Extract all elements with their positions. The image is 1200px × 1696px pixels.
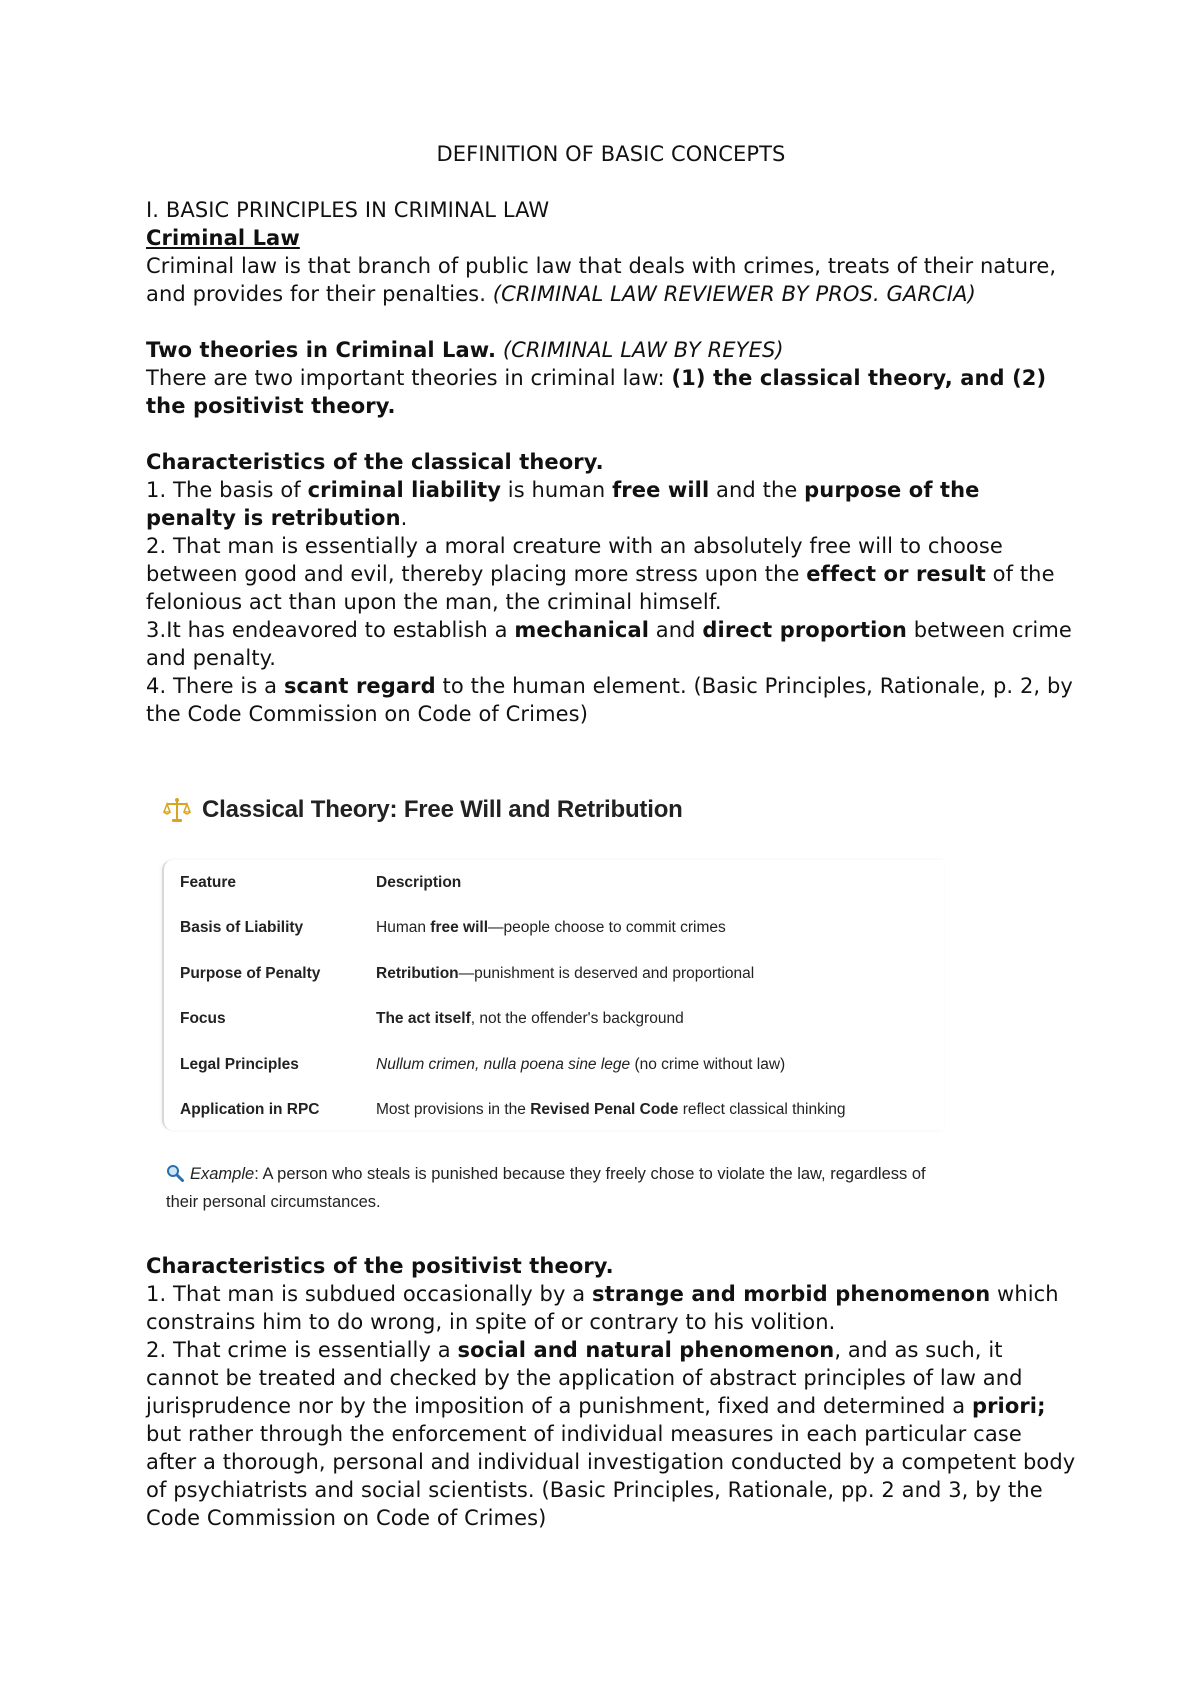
table-row	[180, 951, 936, 997]
embedded-screenshot	[162, 790, 962, 1230]
text-span: but rather through the enforcement of individual measures in each particular case after a thorough, personal and individual investigation conducted by a competent body of psychiatrists and social scientists. (Basic Principles, Rationale, pp. 2 and 3, by the Code Commission on Code of Crimes)	[146, 1422, 1076, 1530]
positivist-heading: Characteristics of the positivist theory.	[146, 1254, 614, 1278]
description-cell	[376, 906, 936, 952]
bold-span: The act itself	[376, 1010, 471, 1028]
italic-span: Nullum crimen, nulla poena sine lege	[376, 1055, 631, 1073]
bold-span: purpose of the penalty is retribution	[146, 478, 980, 530]
description-cell	[376, 997, 936, 1043]
table-row	[180, 906, 936, 952]
table-row	[180, 1042, 936, 1088]
feature-table-card	[162, 860, 944, 1130]
text-span: Human	[376, 919, 431, 937]
bold-span: mechanical	[514, 618, 650, 642]
text-span: 1. The basis of	[146, 478, 308, 502]
feature-cell: Application in RPC	[180, 1101, 320, 1119]
text-span: which constrains him to do wrong, in spite of or contrary to his volition.	[146, 1282, 1059, 1334]
section-heading: I. BASIC PRINCIPLES IN CRIMINAL LAW	[146, 198, 550, 222]
table-row	[180, 1088, 936, 1134]
text-span: (no crime without law)	[630, 1055, 786, 1073]
feature-cell: Purpose of Penalty	[180, 964, 321, 982]
bold-span: Revised Penal Code	[530, 1101, 679, 1119]
text-span: 2. That crime is essentially a	[146, 1338, 458, 1362]
document-title: DEFINITION OF BASIC CONCEPTS	[436, 142, 786, 166]
bold-span: effect or result	[806, 562, 986, 586]
bold-span: social and natural phenomenon	[457, 1338, 835, 1362]
definition-citation: (CRIMINAL LAW REVIEWER BY PROS. GARCIA)	[492, 282, 976, 306]
feature-cell: Focus	[180, 1010, 226, 1028]
description-cell	[376, 1088, 936, 1134]
column-header-description: Description	[376, 873, 462, 891]
document-body-top	[146, 140, 1076, 728]
magnifier-icon	[166, 1164, 184, 1182]
classical-heading: Characteristics of the classical theory.	[146, 450, 604, 474]
text-span: 2. That man is essentially a moral creature with an absolutely free will to choose between good and evil, thereby placing more stress upon the	[146, 534, 1003, 586]
embed-title	[162, 790, 683, 830]
spacer	[146, 420, 1076, 448]
bold-span: free will	[430, 919, 488, 937]
positivist-item-2	[146, 1336, 1076, 1532]
classical-item-3	[146, 616, 1076, 672]
table-row	[180, 997, 936, 1043]
bold-span: strange and morbid phenomenon	[592, 1282, 991, 1306]
example-note	[166, 1160, 956, 1216]
example-label: Example	[190, 1165, 255, 1183]
feature-table	[180, 860, 936, 1133]
bold-span: direct proportion	[702, 618, 907, 642]
text-span: Most provisions in the	[376, 1101, 531, 1119]
two-theories-intro	[146, 364, 1076, 420]
two-theories-list: (1) the classical theory, and (2) the positivist theory.	[146, 366, 1047, 418]
positivist-item-1	[146, 1280, 1076, 1336]
bold-span: criminal liability	[307, 478, 501, 502]
text-span: is human	[501, 478, 613, 502]
description-cell	[376, 1042, 936, 1088]
classical-item-4	[146, 672, 1076, 728]
embed-title-text: Classical Theory: Free Will and Retribution	[202, 796, 683, 823]
text-span: 3.It has endeavored to establish a	[146, 618, 515, 642]
scales-icon	[162, 795, 192, 825]
text-span: to the human element. (Basic Principles, Rationale, p. 2, by the Code Commission on Code of Crimes)	[146, 674, 1073, 726]
two-theories-heading	[146, 336, 1076, 364]
description-cell	[376, 951, 936, 997]
criminal-law-definition	[146, 252, 1076, 308]
feature-cell: Basis of Liability	[180, 919, 304, 937]
text-span: reflect classical thinking	[678, 1101, 846, 1119]
feature-cell: Legal Principles	[180, 1055, 299, 1073]
text-span: —punishment is deserved and proportional	[458, 964, 755, 982]
text-span: and	[649, 618, 703, 642]
table-header-row	[180, 860, 936, 906]
text-span: 1. That man is subdued occasionally by a	[146, 1282, 592, 1306]
column-header-feature: Feature	[180, 873, 236, 891]
document-body-bottom	[146, 1252, 1076, 1532]
classical-item-2	[146, 532, 1076, 616]
two-theories-citation: (CRIMINAL LAW BY REYES)	[502, 338, 784, 362]
classical-item-1	[146, 476, 1076, 532]
bold-span: scant regard	[283, 674, 436, 698]
bold-span: free will	[612, 478, 710, 502]
example-text: : A person who steals is punished because they freely chose to violate the law, regardless of their personal circumstances.	[166, 1165, 926, 1211]
text-span: of the felonious act than upon the man, the criminal himself.	[146, 562, 1055, 614]
text-span: —people choose to commit crimes	[488, 919, 726, 937]
text-span: .	[400, 506, 408, 530]
text-span: , not the offender's background	[470, 1010, 684, 1028]
bold-span: priori;	[971, 1394, 1046, 1418]
text-span: 4. There is a	[146, 674, 284, 698]
criminal-law-heading: Criminal Law	[146, 226, 300, 250]
bold-span: Retribution	[376, 964, 459, 982]
two-theories-title: Two theories in Criminal Law.	[146, 338, 497, 362]
text-span: and the	[709, 478, 805, 502]
two-theories-intro-text: There are two important theories in criminal law:	[146, 366, 665, 390]
text-span: between crime and penalty.	[146, 618, 1072, 670]
text-span: , and as such, it cannot be treated and checked by the application of abstract principles of law and jurisprudence nor by the imposition of a punishment, fixed and determined a	[146, 1338, 1023, 1418]
spacer	[146, 308, 1076, 336]
definition-text: Criminal law is that branch of public law that deals with crimes, treats of their nature, and provides for their penalties.	[146, 254, 1057, 306]
